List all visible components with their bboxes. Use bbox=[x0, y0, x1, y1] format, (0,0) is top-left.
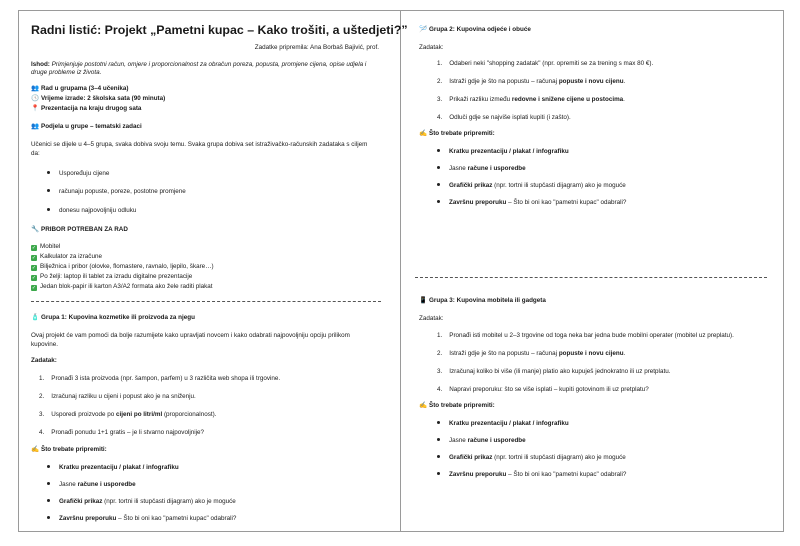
prep-text: – Što bi oni kao "pametni kupac" odabrali? bbox=[116, 515, 237, 522]
meta-text: Prezentacija na kraju drugog sata bbox=[41, 105, 142, 112]
needle-icon: 🪡 bbox=[419, 26, 428, 33]
task-item: 2. Istraži gdje je što na popustu – računaj popuste i novu cijenu. bbox=[437, 350, 626, 357]
heading-text: PRIBOR POTREBAN ZA RAD bbox=[41, 226, 128, 233]
goal-text: Uspoređuju cijene bbox=[59, 170, 110, 177]
task-item: 1. Pronađi isti mobitel u 2–3 trgovine od toga neka bar jedna bude mobilni operater (mobitel uz preplatu). bbox=[437, 332, 734, 339]
meta-group bbox=[31, 85, 128, 93]
groups-heading bbox=[31, 123, 142, 131]
goal-text: računaju popuste, poreze, postotne promjene bbox=[59, 188, 186, 195]
group3-heading bbox=[419, 297, 546, 305]
task-text: . bbox=[623, 350, 626, 357]
writing-hand-icon: ✍️ bbox=[31, 446, 40, 453]
prep-heading bbox=[419, 402, 495, 410]
heading-text: Grupa 3: Kupovina mobitela ili gadgeta bbox=[429, 297, 546, 304]
task-bold: cijeni po litri/ml bbox=[116, 411, 163, 418]
meta-presentation bbox=[31, 105, 141, 113]
prep-item bbox=[437, 437, 526, 445]
section-divider bbox=[31, 301, 381, 302]
groups-text: Učenici se dijele u 4–5 grupa, svaka dobiva svoju temu. Svaka grupa dobiva set istraživačko-računskih zadataka s ciljem da: bbox=[31, 141, 368, 157]
check-icon: ✓ bbox=[31, 265, 37, 271]
prep-item bbox=[47, 464, 179, 472]
people-icon: 👥 bbox=[31, 123, 40, 130]
prep-text: Jasne bbox=[449, 165, 468, 172]
prep-item bbox=[437, 420, 569, 428]
pin-icon: 📍 bbox=[31, 105, 40, 112]
prep-bold: račune i usporedbe bbox=[467, 437, 526, 444]
check-icon: ✓ bbox=[31, 255, 37, 261]
task-text: Istraži gdje je što na popustu – računaj bbox=[449, 350, 559, 357]
pribor-item bbox=[31, 263, 214, 271]
task-text: Prikaži razliku između bbox=[449, 96, 512, 103]
prep-bold: Završnu preporuku bbox=[449, 471, 507, 478]
prep-text: – Što bi oni kao "pametni kupac" odabrali? bbox=[506, 199, 627, 206]
task-text: . bbox=[623, 96, 625, 103]
task-text: Napravi preporuku: što se više isplati – kupiti gotovinom ili uz pretplatu? bbox=[449, 386, 649, 393]
heading-text: Što trebate pripremiti: bbox=[429, 402, 495, 409]
prep-text: – Što bi oni kao "pametni kupac" odabrali? bbox=[506, 471, 627, 478]
ishod-text: Primjenjuje postotni račun, omjere i proporcionalnost za obračun poreza, popusta, promjene cijena, opise udjela i druge probleme iz života. bbox=[31, 61, 367, 76]
task-text: Pronađi isti mobitel u 2–3 trgovine od toga neka bar jedna bude mobilni operater (mobitel uz preplatu). bbox=[449, 332, 734, 339]
prep-text: (npr. tortni ili stupčasti dijagram) ako je moguće bbox=[492, 182, 626, 189]
prep-bold: Kratku prezentaciju / plakat / infografiku bbox=[449, 148, 569, 155]
pribor-text: Kalkulator za izračune bbox=[40, 253, 102, 260]
prep-item bbox=[47, 481, 136, 489]
pribor-item bbox=[31, 243, 60, 251]
pribor-text: Jedan blok-papir ili karton A3/A2 formata ako žele raditi plakat bbox=[40, 283, 213, 290]
prep-item bbox=[47, 515, 236, 523]
task-text: (proporcionalnost). bbox=[162, 411, 217, 418]
ishod-label: Ishod: bbox=[31, 61, 50, 68]
task-text: Odluči gdje se najviše isplati kupiti (i zašto). bbox=[449, 114, 571, 121]
group1-heading bbox=[31, 314, 195, 322]
task-text: Usporedi proizvode po bbox=[51, 411, 117, 418]
task-bold: popuste i novu cijenu bbox=[558, 78, 624, 85]
task-item: 2. Istraži gdje je što na popustu – računaj popuste i novu cijenu. bbox=[437, 78, 626, 85]
task-text: Pronađi 3 ista proizvoda (npr. šampon, parfem) u 3 različita web shopa ili trgovine. bbox=[51, 375, 281, 382]
heading-text: Grupa 2: Kupovina odjeće i obuće bbox=[429, 26, 531, 33]
goal-text: donesu najpovoljniju odluku bbox=[59, 207, 137, 214]
goal-item bbox=[47, 207, 136, 215]
writing-hand-icon: ✍️ bbox=[419, 130, 428, 137]
heading-text: Što trebate pripremiti: bbox=[429, 130, 495, 137]
zadatak-label: Zadatak: bbox=[419, 44, 444, 51]
zadatak-label: Zadatak: bbox=[419, 315, 444, 322]
clock-icon: 🕓 bbox=[31, 95, 40, 102]
author-line: Zadatke pripremila: Ana Borbaš Bajivić, prof. bbox=[254, 44, 379, 51]
tools-icon: 🔧 bbox=[31, 226, 40, 233]
pribor-text: Bilježnica i pribor (olovke, flomastere, ravnalo, ljepilo, škare…) bbox=[40, 263, 214, 270]
prep-item bbox=[437, 454, 626, 462]
people-icon: 👥 bbox=[31, 85, 40, 92]
prep-heading bbox=[31, 446, 107, 454]
pribor-item bbox=[31, 253, 102, 261]
task-item: 1. Odaberi neki "shopping zadatak" (npr. opremiti se za trening s max 80 €). bbox=[437, 60, 654, 67]
prep-item bbox=[437, 199, 626, 207]
task-item: 3. Izračunaj koliko bi više (ili manje) platio ako kupuješ jednokratno ili uz pretplatu. bbox=[437, 368, 671, 375]
prep-bold: Završnu preporuku bbox=[59, 515, 117, 522]
worksheet bbox=[18, 10, 784, 532]
phone-icon: 📱 bbox=[419, 297, 428, 304]
task-item: 3. Usporedi proizvode po cijeni po litri/ml (proporcionalnost). bbox=[39, 411, 217, 418]
task-text: Odaberi neki "shopping zadatak" (npr. opremiti se za trening s max 80 €). bbox=[449, 60, 654, 67]
prep-heading bbox=[419, 130, 495, 138]
meta-text: Rad u grupama (3–4 učenika) bbox=[41, 85, 129, 92]
prep-bold: Kratku prezentaciju / plakat / infografiku bbox=[59, 464, 179, 471]
pribor-item bbox=[31, 283, 213, 291]
meta-text: Vrijeme izrade: 2 školska sata (90 minuta) bbox=[41, 95, 166, 102]
task-item: 2. Izračunaj razliku u cijeni i popust ako je na sniženju. bbox=[39, 393, 196, 400]
prep-item bbox=[437, 148, 569, 156]
task-item: 4. Pronađi ponudu 1+1 gratis – je li stvarno najpovoljnije? bbox=[39, 429, 205, 436]
heading-text: Grupa 1: Kupovina kozmetike ili proizvoda za njegu bbox=[41, 314, 195, 321]
heading-text: Što trebate pripremiti: bbox=[41, 446, 107, 453]
prep-bold: račune i usporedbe bbox=[467, 165, 526, 172]
prep-item bbox=[437, 165, 526, 173]
goal-item bbox=[47, 170, 109, 178]
task-item: 1. Pronađi 3 ista proizvoda (npr. šampon, parfem) u 3 različita web shopa ili trgovine. bbox=[39, 375, 281, 382]
pribor-text: Po želji: laptop ili tablet za izradu digitalne prezentacije bbox=[40, 273, 193, 280]
task-text: Izračunaj razliku u cijeni i popust ako je na sniženju. bbox=[51, 393, 196, 400]
task-text: Pronađi ponudu 1+1 gratis – je li stvarno najpovoljnije? bbox=[51, 429, 205, 436]
task-item: 4. Napravi preporuku: što se više isplati – kupiti gotovinom ili uz pretplatu? bbox=[437, 386, 649, 393]
prep-bold: Grafički prikaz bbox=[449, 182, 493, 189]
task-bold: popuste i novu cijenu bbox=[558, 350, 624, 357]
prep-item bbox=[437, 471, 626, 479]
prep-text: (npr. tortni ili stupčasti dijagram) ako je moguće bbox=[492, 454, 626, 461]
task-text: . bbox=[623, 78, 626, 85]
zadatak-label: Zadatak: bbox=[31, 357, 57, 364]
ishod bbox=[31, 61, 375, 77]
prep-item bbox=[47, 498, 236, 506]
prep-bold: račune i usporedbe bbox=[77, 481, 136, 488]
section-divider bbox=[415, 277, 767, 278]
task-text: Izračunaj koliko bi više (ili manje) platio ako kupuješ jednokratno ili uz pretplatu. bbox=[449, 368, 671, 375]
prep-bold: Završnu preporuku bbox=[449, 199, 507, 206]
prep-text: Jasne bbox=[449, 437, 468, 444]
meta-time bbox=[31, 95, 165, 103]
prep-bold: Kratku prezentaciju / plakat / infografiku bbox=[449, 420, 569, 427]
task-item: 3. Prikaži razliku između redovne i snižene cijene u postocima. bbox=[437, 96, 625, 103]
page-divider bbox=[400, 11, 401, 531]
prep-text: (npr. tortni ili stupčasti dijagram) ako je moguće bbox=[102, 498, 236, 505]
task-text: Istraži gdje je što na popustu – računaj bbox=[449, 78, 559, 85]
task-bold: redovne i snižene cijene u postocima bbox=[511, 96, 624, 103]
goal-item bbox=[47, 188, 186, 196]
check-icon: ✓ bbox=[31, 285, 37, 291]
pribor-text: Mobitel bbox=[40, 243, 61, 250]
bottle-icon: 🧴 bbox=[31, 314, 40, 321]
heading-text: Podjela u grupe – tematski zadaci bbox=[41, 123, 142, 130]
pribor-item bbox=[31, 273, 192, 281]
pribor-heading bbox=[31, 226, 128, 234]
writing-hand-icon: ✍️ bbox=[419, 402, 428, 409]
group2-heading bbox=[419, 26, 531, 34]
prep-bold: Grafički prikaz bbox=[449, 454, 493, 461]
prep-item bbox=[437, 182, 626, 190]
page-title: Radni listić: Projekt „Pametni kupac – Kako trošiti, a uštedjeti?” bbox=[31, 23, 408, 37]
group1-intro: Ovaj projekt će vam pomoći da bolje razumijete kako upravljati novcem i kako odabrati najpovoljniju opciju prilikom kupovine. bbox=[31, 332, 350, 348]
prep-bold: Grafički prikaz bbox=[59, 498, 103, 505]
prep-text: Jasne bbox=[59, 481, 78, 488]
check-icon: ✓ bbox=[31, 245, 37, 251]
check-icon: ✓ bbox=[31, 275, 37, 281]
task-item: 4. Odluči gdje se najviše isplati kupiti (i zašto). bbox=[437, 114, 571, 121]
